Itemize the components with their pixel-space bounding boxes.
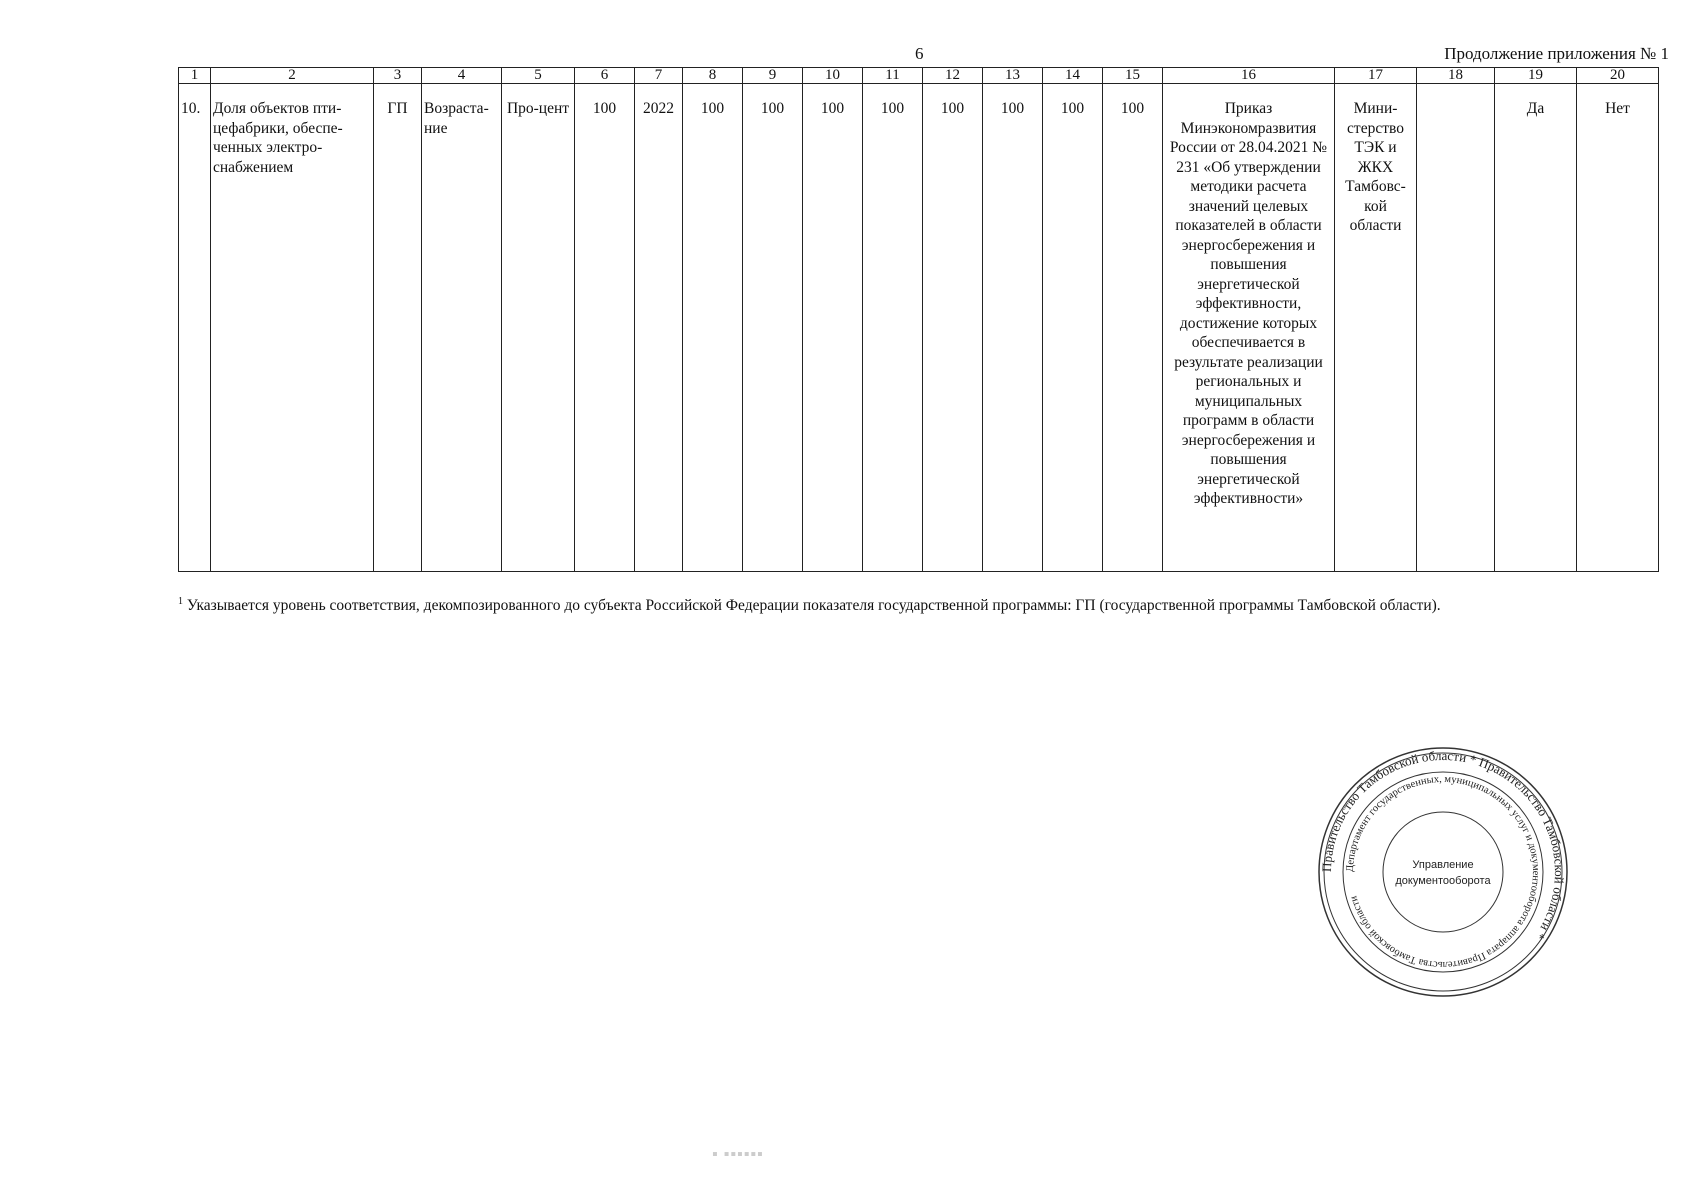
column-number: 1 [179, 68, 211, 84]
footnote [178, 596, 1441, 615]
column-number: 5 [502, 68, 575, 84]
column-number: 13 [983, 68, 1043, 84]
responsible-body: Мини-стерство ТЭК и ЖКХ Тамбовс-кой области [1335, 84, 1417, 572]
column-number: 15 [1103, 68, 1163, 84]
column-number: 19 [1495, 68, 1577, 84]
column-number: 11 [863, 68, 923, 84]
indicator-trend: Возраста-ние [422, 84, 502, 572]
footnote-mark: 1 [178, 596, 183, 607]
table-row [179, 84, 1659, 572]
indicators-table [178, 67, 1659, 572]
seal-center-line1: Управление [1412, 859, 1474, 871]
table-cell: 100 [575, 84, 635, 572]
column-number: 18 [1417, 68, 1495, 84]
continuation-label: Продолжение приложения № 1 [1444, 44, 1669, 63]
column-number: 4 [422, 68, 502, 84]
table-cell [1417, 84, 1495, 572]
column-number: 16 [1163, 68, 1335, 84]
indicator-unit: Про-цент [502, 84, 575, 572]
indicator-name: Доля объектов пти-цефабрики, обеспе-ченных электро-снабжением [211, 84, 374, 572]
table-cell: 100 [1103, 84, 1163, 572]
table-cell: 100 [683, 84, 743, 572]
table-cell: 2022 [635, 84, 683, 572]
column-number: 7 [635, 68, 683, 84]
column-number: 8 [683, 68, 743, 84]
column-number: 2 [211, 68, 374, 84]
seal-outer-text: Правительство Тамбовской области * Правительство Тамбовской области * [1318, 747, 1568, 943]
faint-scan-mark: ▪ ▪▪▪▪▪▪ [712, 1146, 764, 1163]
column-number: 6 [575, 68, 635, 84]
column-number: 20 [1577, 68, 1659, 84]
seal-center-line2: документооборота [1395, 875, 1491, 887]
table-cell: 100 [1043, 84, 1103, 572]
table-cell: Да [1495, 84, 1577, 572]
methodology-document: Приказ Минэкономразвития России от 28.04.2021 № 231 «Об утверждении методики расчета значений целевых показателей в области энергосбережения и повышения энергетической эффективности, достижение которых обеспечивается в результате реализации региональных и муниципальных программ в области энергосбережения и повышения энергетической эффективности» [1163, 84, 1335, 572]
column-number-row [179, 68, 1659, 84]
table-cell: 100 [743, 84, 803, 572]
column-number: 9 [743, 68, 803, 84]
column-number: 10 [803, 68, 863, 84]
row-number: 10. [179, 84, 211, 572]
column-number: 17 [1335, 68, 1417, 84]
table-cell: 100 [863, 84, 923, 572]
column-number: 3 [374, 68, 422, 84]
column-number: 14 [1043, 68, 1103, 84]
seal-inner-text: Департамент государственных, муниципальных услуг и документооборота аппарата Правительства Тамбовской области [1344, 773, 1542, 971]
table-cell: Нет [1577, 84, 1659, 572]
table-cell: 100 [983, 84, 1043, 572]
column-number: 12 [923, 68, 983, 84]
official-seal-stamp [1316, 745, 1570, 999]
indicator-level: ГП [374, 84, 422, 572]
footnote-text: Указывается уровень соответствия, декомпозированного до субъекта Российской Федерации показателя государственной программы: ГП (государственной программы Тамбовской области). [186, 597, 1441, 615]
page-number: 6 [915, 44, 924, 63]
table-cell: 100 [923, 84, 983, 572]
table-cell: 100 [803, 84, 863, 572]
